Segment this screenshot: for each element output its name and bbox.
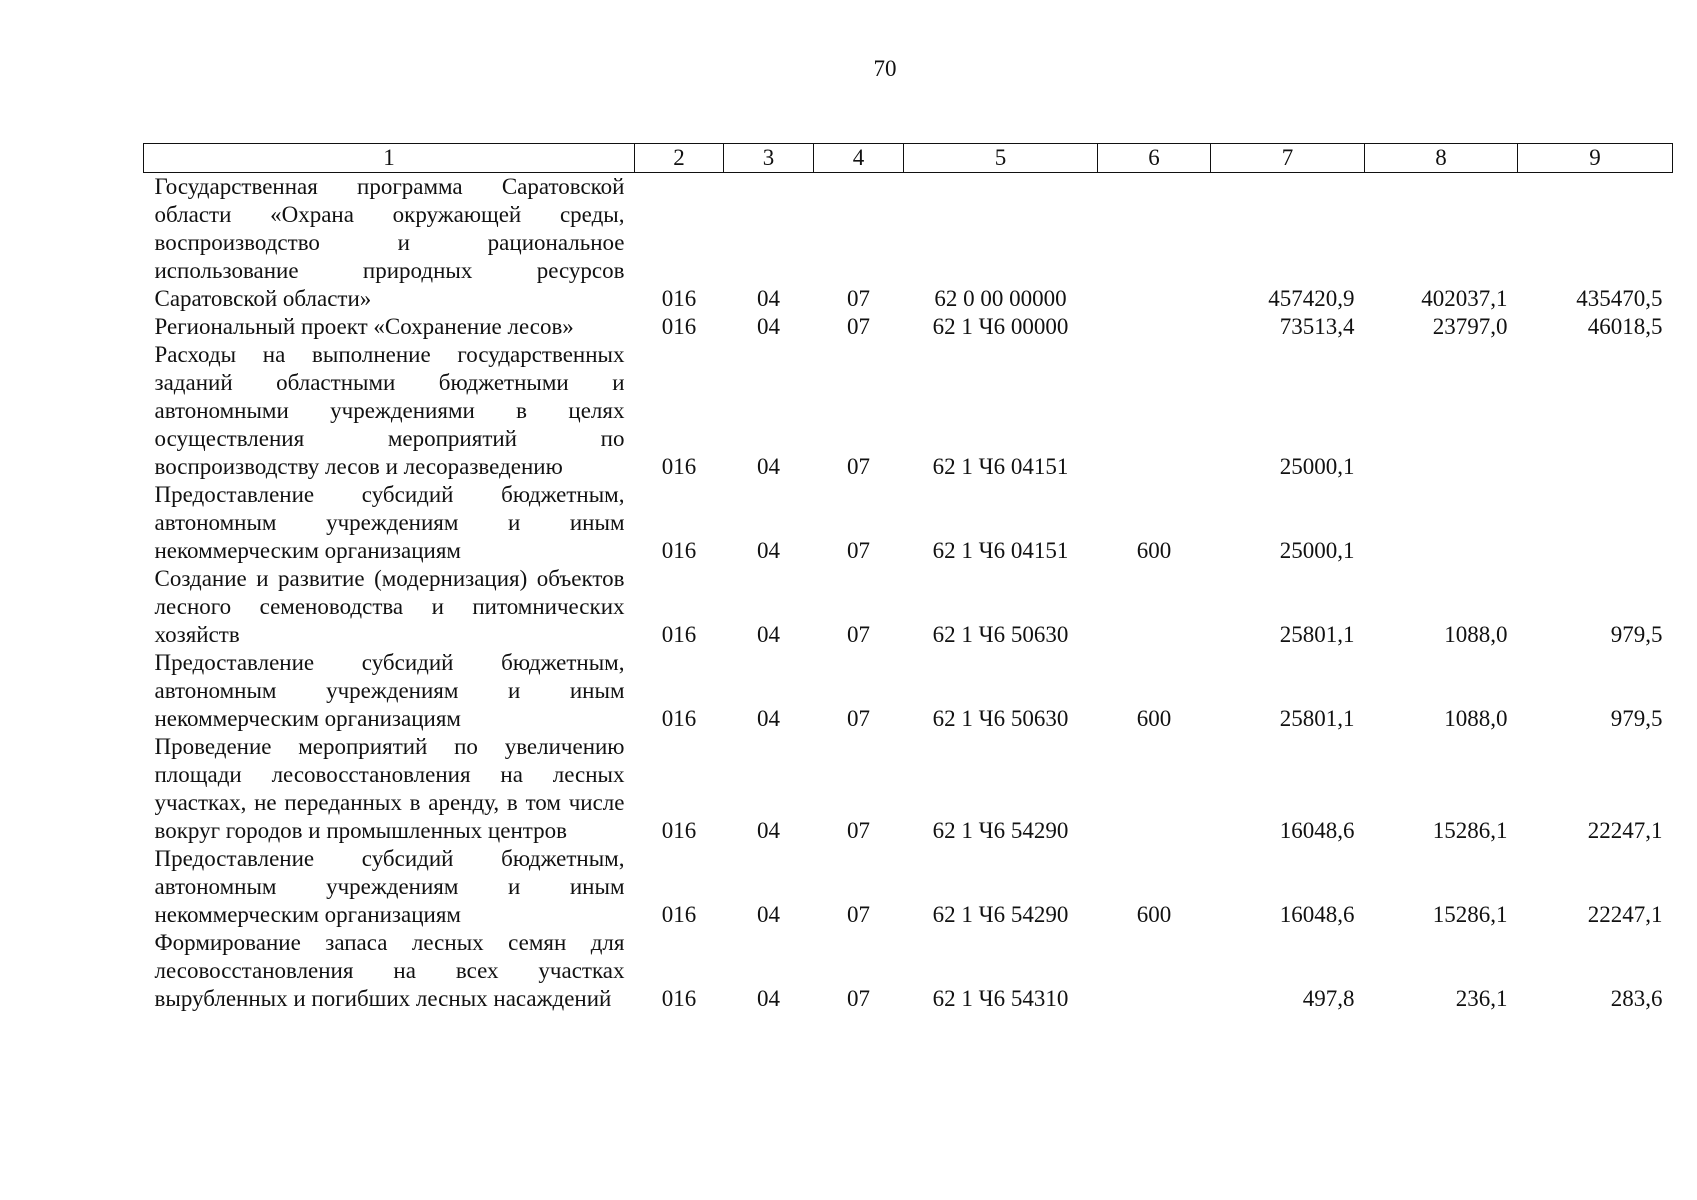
- row-expense-type: [1098, 173, 1211, 314]
- header-col-4: 4: [814, 144, 904, 173]
- row-subsection: 07: [847, 986, 870, 1011]
- header-col-3: 3: [724, 144, 814, 173]
- table-row: [144, 313, 1673, 341]
- header-row: [144, 144, 1673, 173]
- row-ministry-code: 016: [661, 818, 697, 843]
- table-row: [144, 173, 1673, 314]
- row-amount-8: 1088,0: [1444, 622, 1508, 647]
- row-expense-type: [1098, 341, 1211, 481]
- header-col-5: 5: [904, 144, 1098, 173]
- row-name: Региональный проект «Сохранение лесов»: [154, 314, 574, 339]
- row-name: Предоставление субсидий бюджетным, автономным учреждениям и иным некоммерческим организациям: [154, 650, 625, 731]
- row-amount-8: 1088,0: [1444, 706, 1508, 731]
- row-amount-8: 23797,0: [1432, 314, 1508, 339]
- row-section: 04: [757, 314, 780, 339]
- row-target-article: 62 1 Ч6 50630: [932, 706, 1069, 731]
- row-subsection: 07: [847, 454, 870, 479]
- row-amount-7: 497,8: [1302, 986, 1355, 1011]
- table-row: [144, 565, 1673, 649]
- row-expense-type: 600: [1136, 706, 1172, 731]
- row-amount-9: 435470,5: [1576, 286, 1663, 311]
- header-col-7: 7: [1211, 144, 1365, 173]
- row-subsection: 07: [847, 706, 870, 731]
- row-amount-8: [1365, 481, 1518, 565]
- row-expense-type: [1098, 565, 1211, 649]
- row-ministry-code: 016: [661, 986, 697, 1011]
- row-amount-9: [1518, 341, 1673, 481]
- row-amount-8: 15286,1: [1432, 902, 1508, 927]
- row-subsection: 07: [847, 538, 870, 563]
- row-target-article: 62 1 Ч6 54310: [932, 986, 1069, 1011]
- row-ministry-code: 016: [661, 286, 697, 311]
- row-amount-7: 25801,1: [1279, 706, 1355, 731]
- row-name: Расходы на выполнение государственных заданий областными бюджетными и автономными учреждениями в целях осуществления мероприятий по воспроизводству лесов и лесоразведению: [154, 342, 625, 479]
- row-expense-type: [1098, 929, 1211, 1013]
- row-subsection: 07: [847, 818, 870, 843]
- table-row: [144, 649, 1673, 733]
- row-ministry-code: 016: [661, 454, 697, 479]
- row-amount-9: 979,5: [1610, 706, 1663, 731]
- table-header: [144, 144, 1673, 173]
- row-ministry-code: 016: [661, 706, 697, 731]
- row-expense-type: 600: [1136, 902, 1172, 927]
- row-amount-7: 73513,4: [1279, 314, 1355, 339]
- row-amount-8: 236,1: [1455, 986, 1508, 1011]
- row-target-article: 62 1 Ч6 04151: [932, 538, 1069, 563]
- row-target-article: 62 0 00 00000: [934, 286, 1067, 311]
- row-subsection: 07: [847, 902, 870, 927]
- row-name: Предоставление субсидий бюджетным, автономным учреждениям и иным некоммерческим организациям: [154, 482, 625, 563]
- row-ministry-code: 016: [661, 538, 697, 563]
- row-amount-8: [1365, 341, 1518, 481]
- row-amount-9: 283,6: [1610, 986, 1663, 1011]
- row-ministry-code: 016: [661, 314, 697, 339]
- header-col-9: 9: [1518, 144, 1673, 173]
- table-row: [144, 733, 1673, 845]
- row-subsection: 07: [847, 622, 870, 647]
- row-amount-9: 979,5: [1610, 622, 1663, 647]
- header-col-8: 8: [1365, 144, 1518, 173]
- table-row: [144, 341, 1673, 481]
- row-amount-7: 25000,1: [1279, 454, 1355, 479]
- row-target-article: 62 1 Ч6 54290: [932, 902, 1069, 927]
- table-row: [144, 929, 1673, 1013]
- row-target-article: 62 1 Ч6 54290: [932, 818, 1069, 843]
- row-section: 04: [757, 622, 780, 647]
- row-name: Создание и развитие (модернизация) объектов лесного семеноводства и питомнических хозяйств: [154, 566, 625, 647]
- table-body: [144, 173, 1673, 1014]
- row-amount-9: [1518, 481, 1673, 565]
- row-ministry-code: 016: [661, 622, 697, 647]
- row-section: 04: [757, 706, 780, 731]
- row-expense-type: [1098, 733, 1211, 845]
- row-target-article: 62 1 Ч6 50630: [932, 622, 1069, 647]
- row-amount-7: 16048,6: [1279, 818, 1355, 843]
- row-amount-8: 402037,1: [1421, 286, 1508, 311]
- row-section: 04: [757, 902, 780, 927]
- page-number: 70: [873, 56, 897, 81]
- row-section: 04: [757, 818, 780, 843]
- row-name: Предоставление субсидий бюджетным, автономным учреждениям и иным некоммерческим организациям: [154, 846, 625, 927]
- row-amount-7: 25801,1: [1279, 622, 1355, 647]
- table-row: [144, 481, 1673, 565]
- row-name: Государственная программа Саратовской области «Охрана окружающей среды, воспроизводство и рациональное использование природных ресурсов Саратовской области»: [154, 174, 625, 311]
- row-section: 04: [757, 286, 780, 311]
- row-subsection: 07: [847, 314, 870, 339]
- row-amount-9: 22247,1: [1587, 818, 1663, 843]
- row-target-article: 62 1 Ч6 00000: [932, 314, 1069, 339]
- row-amount-9: 46018,5: [1587, 314, 1663, 339]
- row-amount-8: 15286,1: [1432, 818, 1508, 843]
- row-section: 04: [757, 454, 780, 479]
- header-col-1: 1: [144, 144, 635, 173]
- budget-table-container: [143, 143, 1672, 1013]
- row-subsection: 07: [847, 286, 870, 311]
- row-name: Проведение мероприятий по увеличению площади лесовосстановления на лесных участках, не переданных в аренду, в том числе вокруг городов и промышленных центров: [154, 734, 625, 843]
- row-expense-type: 600: [1136, 538, 1172, 563]
- row-section: 04: [757, 538, 780, 563]
- table-row: [144, 845, 1673, 929]
- row-target-article: 62 1 Ч6 04151: [932, 454, 1069, 479]
- header-col-6: 6: [1098, 144, 1211, 173]
- row-amount-9: 22247,1: [1587, 902, 1663, 927]
- budget-table: [143, 143, 1673, 1013]
- row-ministry-code: 016: [661, 902, 697, 927]
- row-amount-7: 25000,1: [1279, 538, 1355, 563]
- row-amount-7: 16048,6: [1279, 902, 1355, 927]
- row-name: Формирование запаса лесных семян для лесовосстановления на всех участках вырубленных и погибших лесных насаждений: [154, 930, 625, 1011]
- row-section: 04: [757, 986, 780, 1011]
- row-amount-7: 457420,9: [1268, 286, 1355, 311]
- header-col-2: 2: [635, 144, 724, 173]
- row-expense-type: [1098, 313, 1211, 341]
